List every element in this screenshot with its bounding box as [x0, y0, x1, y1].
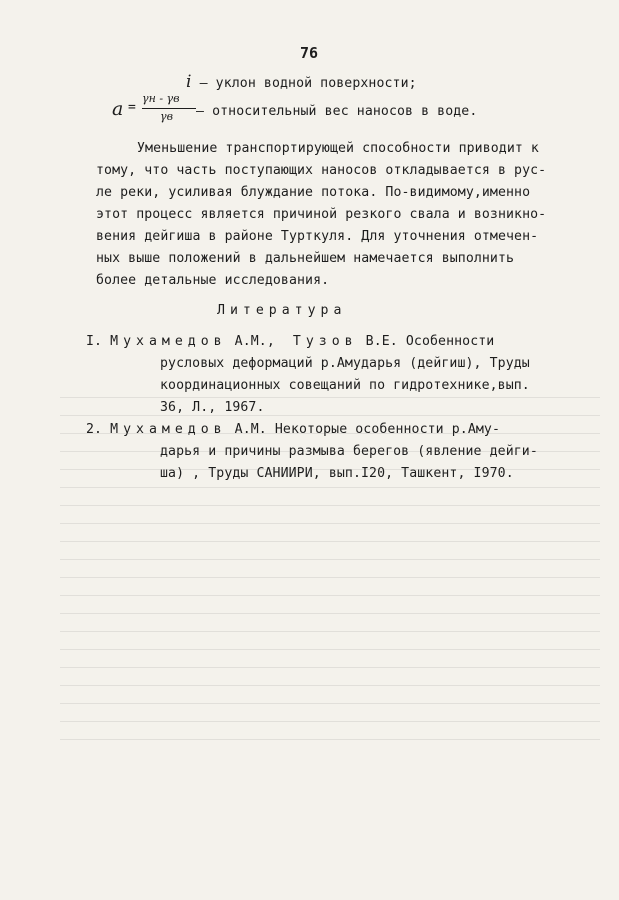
formula-a-numerator: γн - γв — [142, 92, 180, 105]
body-line: ных выше положений в дальнейшем намечается выполнить — [96, 251, 515, 266]
body-line: Уменьшение транспортирующей способности приводит к — [137, 141, 539, 156]
formula-i-line — [186, 72, 417, 92]
page-number: 76 — [300, 44, 319, 62]
formula-i-symbol: i — [186, 72, 192, 92]
fraction-bar — [142, 108, 196, 109]
ref2-author1: Мухамедов — [110, 422, 227, 437]
ref1-line: координационных совещаний по гидротехнике,вып. — [160, 378, 530, 393]
ref1-initials2: В.Е. — [365, 334, 398, 349]
ref1-initials1: А.М., — [234, 334, 275, 349]
body-line: ле реки, усиливая блуждание потока. По-видимому,именно — [96, 185, 531, 200]
body-line: вения дейгиша в районе Турткуля. Для уточнения отмечен- — [96, 229, 539, 244]
body-line: более детальные исследования. — [96, 273, 330, 288]
formula-i-text: – уклон водной поверхности; — [199, 76, 417, 91]
body-line: этот процесс является причиной резкого свала и возникно- — [96, 207, 547, 222]
bleed-through-texture — [60, 380, 600, 780]
ref1-title-start: Особенности — [405, 334, 495, 349]
body-line: тому, что часть поступающих наносов откладывается в рус- — [96, 163, 547, 178]
ref1-line: 36, Л., 1967. — [160, 400, 265, 415]
ref2-title-start: Некоторые особенности р.Аму- — [274, 422, 500, 437]
ref1-number: I. — [86, 334, 103, 349]
reference-1 — [86, 334, 494, 349]
literature-heading: Литература — [217, 303, 347, 318]
formula-a-symbol: a — [112, 98, 124, 120]
ref2-line: ша) , Труды САНИИРИ, вып.I20, Ташкент, I970. — [160, 466, 514, 481]
ref2-line: дарья и причины размыва берегов (явление дейги- — [160, 444, 538, 459]
formula-a — [112, 92, 202, 126]
formula-a-text: – относительный вес наносов в воде. — [196, 104, 478, 119]
ref2-number: 2. — [86, 422, 103, 437]
ref2-initials1: А.М. — [234, 422, 267, 437]
formula-a-denominator: γв — [160, 110, 173, 123]
ref1-author2: Тузов — [292, 334, 358, 349]
ref1-line: русловых деформаций р.Амударья (дейгиш), Труды — [160, 356, 530, 371]
ref1-author1: Мухамедов — [110, 334, 227, 349]
formula-equals: = — [128, 100, 136, 115]
